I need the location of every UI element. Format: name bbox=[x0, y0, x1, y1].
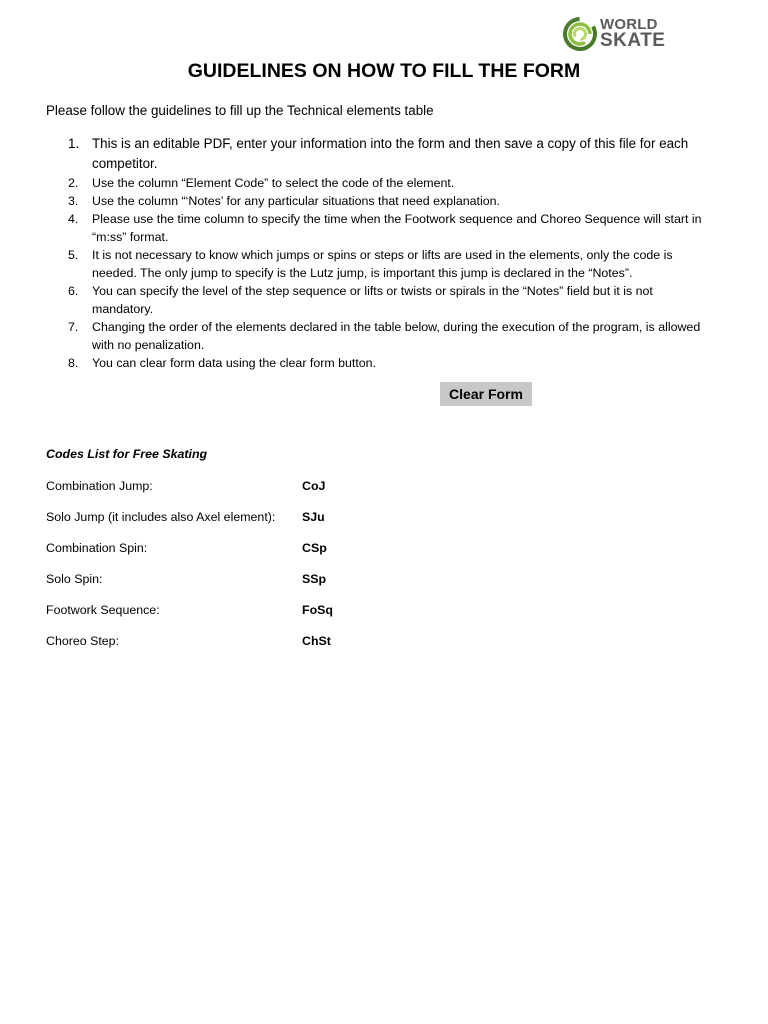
code-row bbox=[46, 476, 446, 507]
code-value: CoJ bbox=[302, 479, 326, 493]
guideline-item bbox=[46, 283, 710, 319]
code-label: Footwork Sequence: bbox=[46, 603, 160, 617]
code-row bbox=[46, 600, 446, 631]
code-label: Choreo Step: bbox=[46, 634, 120, 648]
guideline-text: You can clear form data using the clear form button. bbox=[92, 356, 376, 371]
guideline-text: It is not necessary to know which jumps or spins or steps or lifts are used in the elements, only the code is needed. The only jump to specify is the Lutz jump, is important this jump is declared in the “Notes”. bbox=[92, 248, 673, 280]
intro-text: Please follow the guidelines to fill up the Technical elements table bbox=[46, 103, 434, 118]
code-value: ChSt bbox=[302, 634, 331, 648]
code-value: FoSq bbox=[302, 603, 333, 617]
guideline-number: 5. bbox=[68, 248, 79, 263]
guideline-number: 6. bbox=[68, 284, 79, 299]
code-row bbox=[46, 507, 446, 538]
code-label: Solo Spin: bbox=[46, 572, 103, 586]
code-value: CSp bbox=[302, 541, 327, 555]
guideline-text: Please use the time column to specify the time when the Footwork sequence and Choreo Sequence will start in “m:ss” format. bbox=[92, 212, 702, 244]
code-label: Combination Jump: bbox=[46, 479, 153, 493]
code-value: SJu bbox=[302, 510, 325, 524]
guideline-item bbox=[46, 355, 710, 373]
guideline-item bbox=[46, 134, 710, 174]
guideline-text: You can specify the level of the step sequence or lifts or twists or spirals in the “Notes” field but it is not mandatory. bbox=[92, 284, 653, 317]
guideline-text: Changing the order of the elements declared in the table below, during the execution of the program, is allowed with no penalization. bbox=[92, 320, 701, 353]
guideline-number: 2. bbox=[68, 175, 79, 190]
guideline-text: This is an editable PDF, enter your information into the form and then save a copy of this file for each competitor. bbox=[92, 136, 689, 171]
code-value: SSp bbox=[302, 572, 327, 586]
guideline-item bbox=[46, 211, 710, 247]
logo-line-1: WORLD bbox=[600, 16, 658, 33]
guideline-number: 7. bbox=[68, 320, 79, 335]
guideline-number: 3. bbox=[68, 193, 79, 208]
page-title: GUIDELINES ON HOW TO FILL THE FORM bbox=[187, 60, 581, 82]
clear-form-button[interactable]: Clear Form bbox=[440, 382, 532, 406]
guideline-item bbox=[46, 319, 710, 355]
code-label: Solo Jump (it includes also Axel element): bbox=[46, 510, 276, 524]
guideline-item bbox=[46, 247, 710, 283]
codes-list bbox=[46, 476, 446, 662]
codes-heading: Codes List for Free Skating bbox=[46, 447, 208, 461]
code-row bbox=[46, 538, 446, 569]
code-row bbox=[46, 631, 446, 662]
guideline-text: Use the column “‘Notes’ for any particular situations that need explanation. bbox=[92, 193, 500, 208]
logo-line-2: SKATE bbox=[600, 30, 666, 51]
guideline-number: 4. bbox=[68, 212, 79, 227]
world-skate-logo bbox=[560, 14, 670, 54]
guideline-item bbox=[46, 193, 710, 211]
code-label: Combination Spin: bbox=[46, 541, 148, 555]
logo-wordmark bbox=[600, 17, 665, 49]
guideline-number: 8. bbox=[68, 356, 79, 371]
guideline-text: Use the column “Element Code” to select the code of the element. bbox=[92, 175, 455, 190]
world-skate-swirl-icon bbox=[562, 16, 598, 52]
guidelines-list bbox=[46, 134, 710, 374]
guideline-number: 1. bbox=[68, 136, 80, 151]
guideline-item bbox=[46, 175, 710, 193]
code-row bbox=[46, 569, 446, 600]
